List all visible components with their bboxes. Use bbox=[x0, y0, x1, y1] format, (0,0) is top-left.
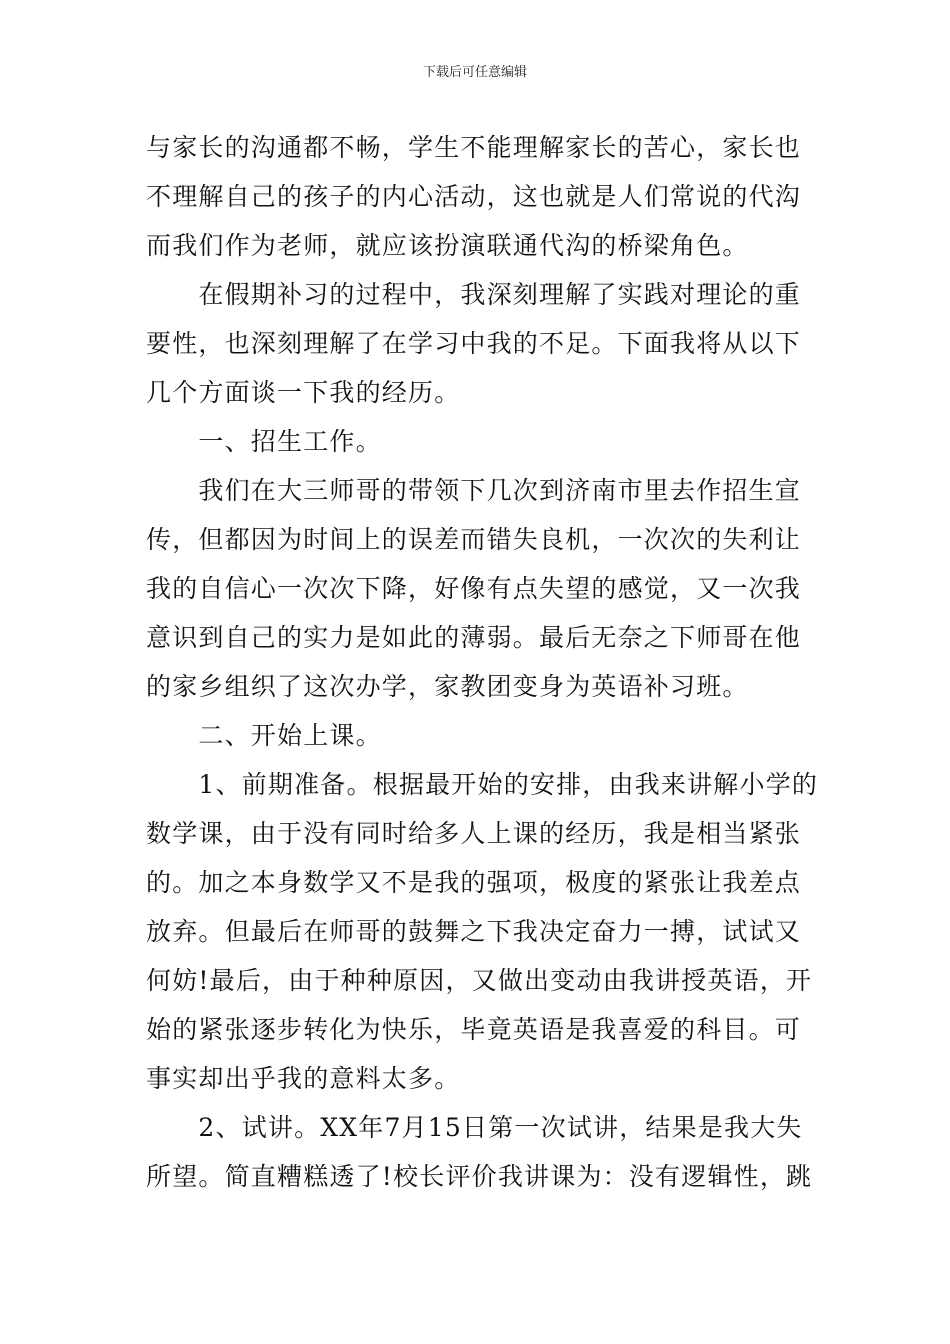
text-line: 意识到自己的实力是如此的薄弱。最后无奈之下师哥在他 bbox=[146, 623, 802, 652]
text-line: 在假期补习的过程中，我深刻理解了实践对理论的重 bbox=[146, 280, 802, 309]
page-header: 下载后可任意编辑 bbox=[422, 65, 527, 80]
text-line: 不理解自己的孩子的内心活动，这也就是人们常说的代沟 bbox=[146, 182, 802, 211]
section-heading: 一、招生工作。 bbox=[146, 427, 382, 456]
text-line: 与家长的沟通都不畅，学生不能理解家长的苦心，家长也 bbox=[146, 133, 802, 162]
text-line: 放弃。但最后在师哥的鼓舞之下我决定奋力一搏，试试又 bbox=[146, 917, 802, 946]
text-line: 我们在大三师哥的带领下几次到济南市里去作招生宣 bbox=[146, 476, 802, 505]
text-line: 何妨!最后，由于种种原因，又做出变动由我讲授英语，开 bbox=[146, 966, 813, 995]
text-line: 数学课，由于没有同时给多人上课的经历，我是相当紧张 bbox=[146, 819, 802, 848]
text-line: 1、前期准备。根据最开始的安排，由我来讲解小学的 bbox=[146, 770, 819, 799]
text-line: 所望。简直糟糕透了!校长评价我讲课为：没有逻辑性，跳 bbox=[146, 1162, 813, 1191]
text-line: 事实却出乎我的意料太多。 bbox=[146, 1064, 461, 1093]
text-line: 而我们作为老师，就应该扮演联通代沟的桥梁角色。 bbox=[146, 231, 749, 260]
text-line: 要性，也深刻理解了在学习中我的不足。下面我将从以下 bbox=[146, 329, 802, 358]
text-line: 几个方面谈一下我的经历。 bbox=[146, 378, 461, 407]
text-line: 我的自信心一次次下降，好像有点失望的感觉，又一次我 bbox=[146, 574, 802, 603]
section-heading: 二、开始上课。 bbox=[146, 721, 382, 750]
text-line: 2、试讲。XX年7月15日第一次试讲，结果是我大失 bbox=[146, 1113, 803, 1142]
text-line: 始的紧张逐步转化为快乐，毕竟英语是我喜爱的科目。可 bbox=[146, 1015, 802, 1044]
document-body bbox=[146, 123, 819, 1201]
text-line: 的。加之本身数学又不是我的强项，极度的紧张让我差点 bbox=[146, 868, 802, 897]
text-line: 的家乡组织了这次办学，家教团变身为英语补习班。 bbox=[146, 672, 749, 701]
text-line: 传，但都因为时间上的误差而错失良机，一次次的失利让 bbox=[146, 525, 802, 554]
